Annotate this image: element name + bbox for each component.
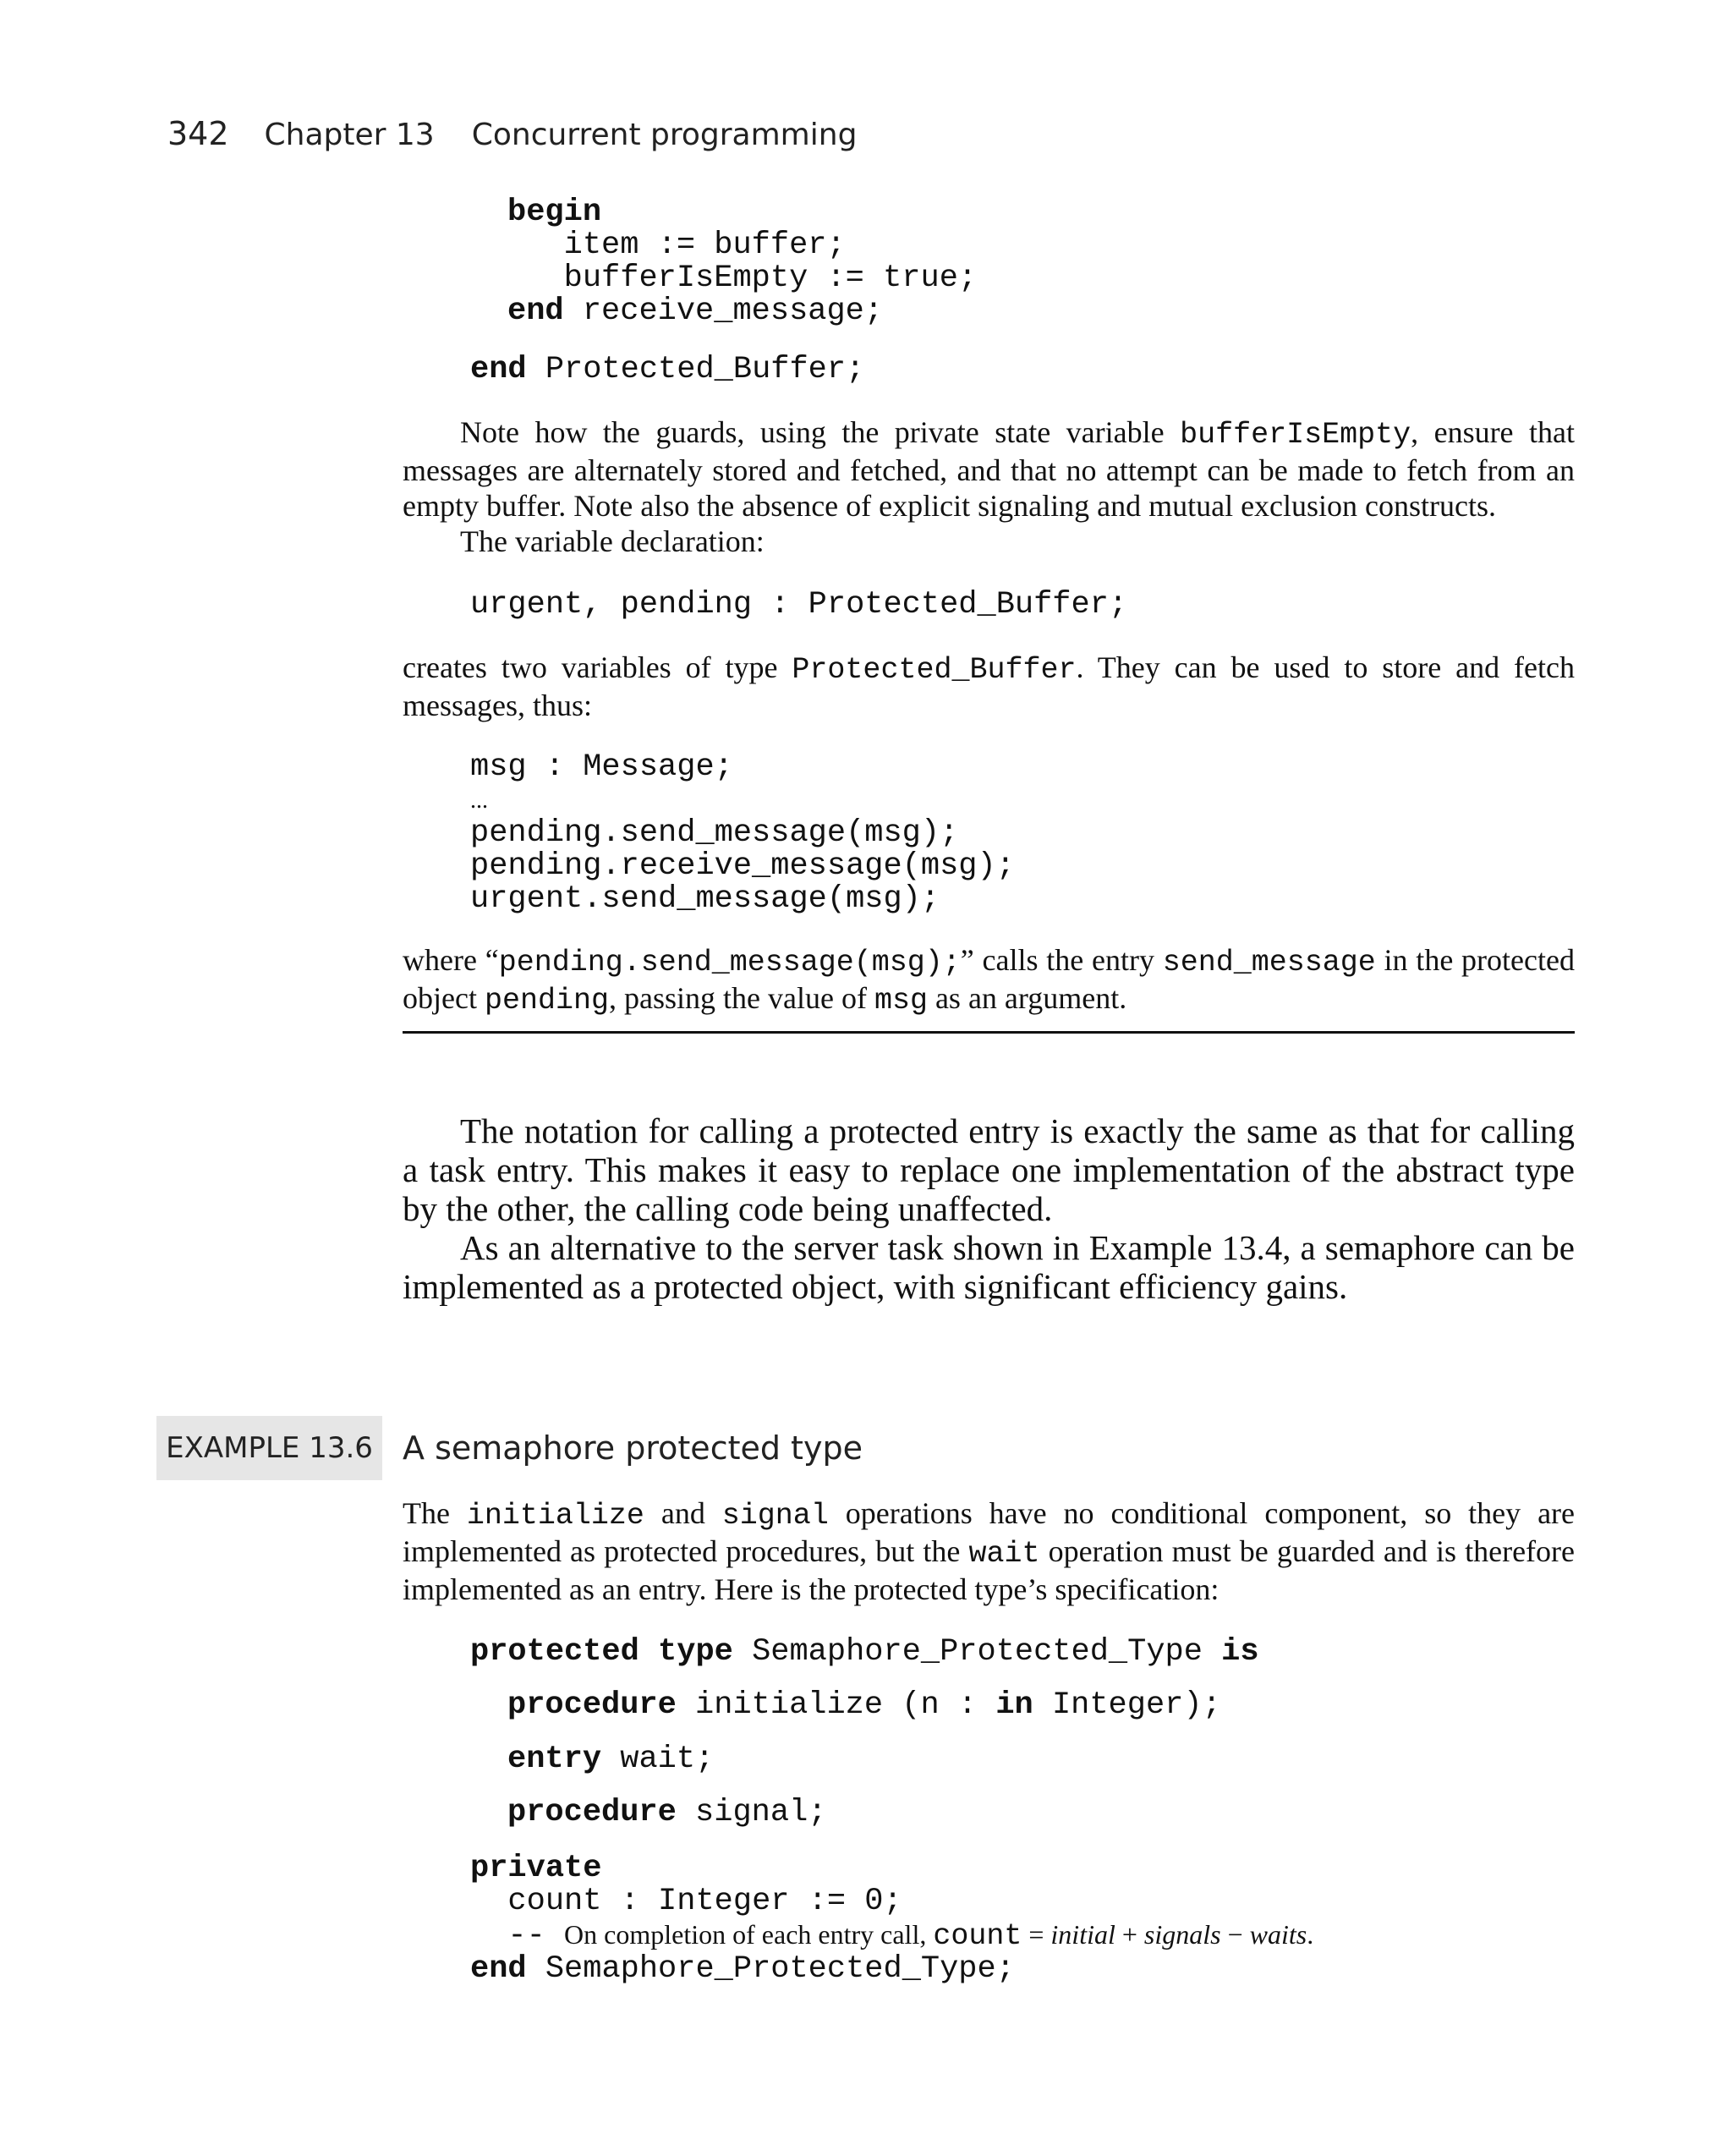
- code-line-end-protected-buffer: [470, 354, 864, 387]
- code-keyword: in: [995, 1687, 1033, 1723]
- code-line: item := buffer;: [563, 228, 846, 263]
- text: ” calls the entry: [960, 943, 1163, 977]
- code-line: initialize (n :: [676, 1687, 996, 1723]
- code-line: Semaphore_Protected_Type: [732, 1634, 1222, 1670]
- paragraph-semaphore-ops: [403, 1495, 1575, 1607]
- code-line: wait;: [601, 1742, 715, 1777]
- text: waits: [1249, 1919, 1307, 1950]
- chapter-title: Concurrent programming: [471, 118, 858, 152]
- code-keyword: end: [470, 1951, 527, 1987]
- text: Note how the guards, using the private state variable: [460, 415, 1181, 449]
- inline-code: send_message: [1162, 946, 1376, 979]
- text: =: [1022, 1919, 1051, 1950]
- text: initial: [1050, 1919, 1115, 1950]
- inline-code: initialize: [466, 1499, 644, 1533]
- code-variable-declaration: [470, 589, 1127, 622]
- text: as an argument.: [927, 981, 1127, 1015]
- code-line: Integer);: [1033, 1687, 1221, 1723]
- code-private-section: [470, 1852, 1313, 1986]
- code-line: urgent, pending : Protected_Buffer;: [470, 587, 1128, 623]
- code-block-end-receive: [507, 196, 977, 328]
- text: creates two variables of type: [403, 650, 792, 684]
- text: in the protected object: [403, 943, 1575, 1015]
- code-keyword: procedure: [507, 1687, 677, 1723]
- text: .: [1307, 1919, 1314, 1950]
- text: . They can be used to store and fetch messages, thus:: [403, 650, 1575, 722]
- code-line-signal: [507, 1797, 826, 1830]
- body-paragraphs: [403, 1111, 1575, 1306]
- inline-code: signal: [721, 1499, 829, 1533]
- code-line: msg : Message;: [470, 749, 733, 785]
- body-paragraph: The notation for calling a protected entry is exactly the same as that for calling a task entry. This makes it easy to replace one implementation of the abstract type by the other, the calling code being unaffected.: [403, 1111, 1575, 1228]
- paragraph-guards: [403, 414, 1575, 559]
- page-number: 342: [167, 115, 229, 152]
- chapter-label: Chapter 13: [264, 118, 435, 152]
- code-line-wait: [507, 1743, 714, 1776]
- code-keyword: begin: [507, 195, 602, 230]
- text: and: [644, 1496, 722, 1530]
- code-line: bufferIsEmpty := true;: [563, 261, 978, 296]
- text: −: [1220, 1919, 1250, 1950]
- inline-code: msg: [874, 984, 928, 1018]
- text: operations have no conditional component, so they are implemented as protected procedures, but the: [403, 1496, 1576, 1568]
- example-end-rule: [403, 1031, 1575, 1034]
- text: operation must be guarded and is therefore implemented as an entry. Here is the protected type’s specification:: [403, 1534, 1576, 1606]
- code-keyword: is: [1221, 1634, 1259, 1670]
- paragraph-where-calls: [403, 942, 1575, 1018]
- code-comment: [564, 1919, 1314, 1953]
- text: On completion of each entry call,: [564, 1919, 934, 1950]
- code-line: urgent.send_message(msg);: [470, 881, 940, 917]
- code-comment-dash: --: [507, 1918, 565, 1954]
- inline-code: pending.send_message(msg);: [498, 946, 961, 979]
- inline-code: bufferIsEmpty: [1180, 418, 1411, 452]
- code-keyword: entry: [507, 1742, 602, 1777]
- running-header: [167, 115, 857, 152]
- code-line: count : Integer := 0;: [507, 1884, 902, 1919]
- text: The: [403, 1496, 467, 1530]
- text: +: [1115, 1919, 1144, 1950]
- inline-code: wait: [968, 1537, 1040, 1571]
- code-keyword: protected type: [470, 1634, 733, 1670]
- code-semaphore-spec: [470, 1636, 1259, 1669]
- example-title: A semaphore protected type: [403, 1429, 863, 1467]
- code-keyword: end: [507, 294, 564, 329]
- code-keyword: end: [470, 352, 527, 387]
- body-paragraph: As an alternative to the server task shown in Example 13.4, a semaphore can be implemented as a protected object, with significant efficiency gains.: [403, 1228, 1575, 1306]
- code-line-initialize: [507, 1689, 1221, 1722]
- text: , ensure that messages are alternately stored and fetched, and that no attempt can be made to fetch from an empty buffer. Note also the absence of explicit signaling and mutual exclusion constructs.: [403, 415, 1575, 523]
- example-label: EXAMPLE 13.6: [156, 1416, 382, 1480]
- inline-code: Protected_Buffer: [792, 653, 1077, 687]
- code-line: pending.send_message(msg);: [470, 815, 959, 851]
- code-block-message-calls: [470, 751, 1015, 916]
- text: , passing the value of: [609, 981, 874, 1015]
- code-line: Protected_Buffer;: [526, 352, 865, 387]
- paragraph-two-variables: [403, 650, 1575, 723]
- inline-code: pending: [484, 984, 609, 1018]
- code-line: receive_message;: [563, 294, 884, 329]
- paragraph-variable-declaration: The variable declaration:: [460, 524, 765, 558]
- code-line: signal;: [676, 1795, 827, 1830]
- inline-code: count: [933, 1919, 1022, 1953]
- code-ellipsis: ...: [470, 787, 488, 814]
- text: signals: [1143, 1919, 1221, 1950]
- code-keyword: procedure: [507, 1795, 677, 1830]
- code-keyword: private: [470, 1851, 602, 1886]
- text: where “: [403, 943, 499, 977]
- code-line: pending.receive_message(msg);: [470, 848, 1015, 884]
- code-line: Semaphore_Protected_Type;: [526, 1951, 1015, 1987]
